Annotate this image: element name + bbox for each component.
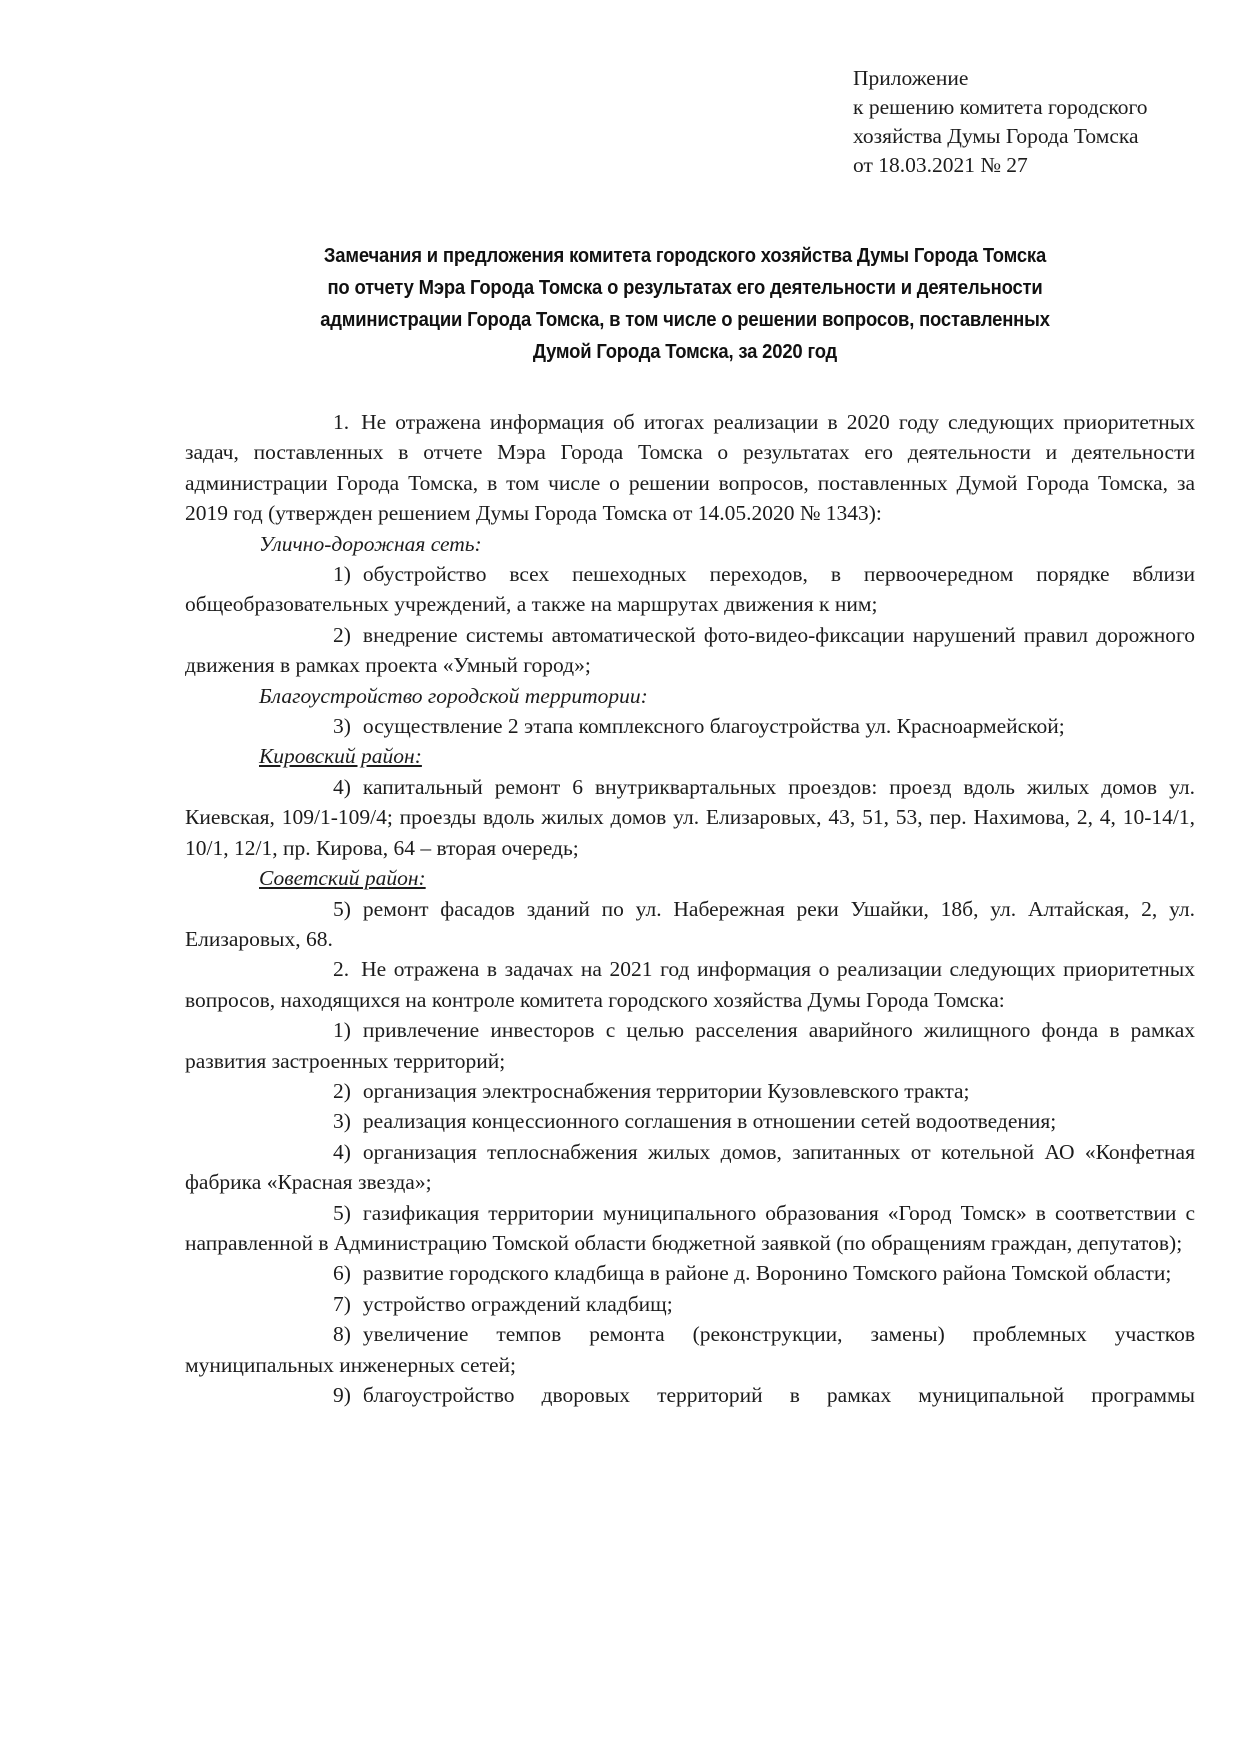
item-number: 7) <box>333 1291 351 1316</box>
document-body <box>185 407 1195 1410</box>
list-item <box>185 1198 1195 1259</box>
group-heading-improvement: Благоустройство городской территории: <box>259 683 648 708</box>
section-number: 2. <box>333 957 350 982</box>
group-heading-roads: Улично-дорожная сеть: <box>259 531 482 556</box>
item-text: ремонт фасадов зданий по ул. Набережная реки Ушайки, 18б, ул. Алтайская, 2, ул. Елизаровых, 68. <box>185 896 1195 951</box>
item-text: развитие городского кладбища в районе д. Воронино Томского района Томской области; <box>362 1261 1172 1286</box>
item-text: привлечение инвесторов с целью расселения аварийного жилищного фонда в рамках развития застроенных территорий; <box>185 1018 1195 1073</box>
section-text: Не отражена информация об итогах реализации в 2020 году следующих приоритетных задач, поставленных в отчете Мэра Города Томска о результатах его деятельности и деятельности администрации Города Томска, в том числе о решении вопросов, поставленных Думой Города Томска, за 2019 год (утвержден решением Думы Города Томска от 14.05.2020 № 1343): <box>185 410 1195 526</box>
item-text: капитальный ремонт 6 внутриквартальных проездов: проезд вдоль жилых домов ул. Киевская, 109/1-109/4; проезды вдоль жилых домов ул. Елизаровых, 43, 51, 53, пер. Нахимова, 2, 4, 10-14/1, 10/1, 12/1, пр. Кирова, 64 – вторая очередь; <box>185 774 1195 860</box>
item-number: 5) <box>333 896 351 921</box>
item-text: благоустройство дворовых территорий в рамках муниципальной программы <box>362 1383 1195 1407</box>
item-text: осуществление 2 этапа комплексного благоустройства ул. Красноармейской; <box>362 714 1065 739</box>
list-item <box>185 1106 1195 1136</box>
list-item <box>185 1137 1195 1198</box>
title-line: администрации Города Томска, в том числе о решении вопросов, поставленных <box>320 308 1050 331</box>
item-number: 2) <box>333 622 351 647</box>
item-text: устройство ограждений кладбищ; <box>362 1291 673 1316</box>
item-number: 1) <box>333 562 351 587</box>
item-text: увеличение темпов ремонта (реконструкции, замены) проблемных участков муниципальных инженерных сетей; <box>185 1322 1195 1377</box>
item-text: реализация концессионного соглашения в отношении сетей водоотведения; <box>362 1109 1057 1134</box>
list-item <box>185 711 1195 741</box>
section-2-intro <box>185 954 1195 1015</box>
section-number: 1. <box>333 410 350 434</box>
appendix-line: хозяйства Думы Города Томска <box>853 124 1139 148</box>
list-item <box>185 1258 1195 1288</box>
list-item <box>185 772 1195 863</box>
list-item <box>185 620 1195 681</box>
document-title <box>222 240 1149 368</box>
item-number: 9) <box>333 1383 351 1407</box>
item-text: газификация территории муниципального образования «Город Томск» в соответствии с направленной в Администрацию Томской области бюджетной заявкой (по обращениям граждан, депутатов); <box>185 1200 1195 1255</box>
list-item <box>185 1380 1195 1410</box>
item-text: организация электроснабжения территории Кузовлевского тракта; <box>362 1078 970 1103</box>
list-item <box>185 1289 1195 1319</box>
item-text: обустройство всех пешеходных переходов, в первоочередном порядке вблизи общеобразовательных учреждений, а также на маршрутах движения к ним; <box>185 562 1195 617</box>
group-heading-sovetsky: Советский район: <box>259 866 426 891</box>
item-number: 1) <box>333 1018 351 1043</box>
title-line: Замечания и предложения комитета городского хозяйства Думы Города Томска <box>323 244 1047 267</box>
list-item <box>185 1076 1195 1106</box>
item-number: 4) <box>333 774 351 799</box>
list-item <box>185 1015 1195 1076</box>
item-number: 5) <box>333 1200 351 1225</box>
section-text: Не отражена в задачах на 2021 год информация о реализации следующих приоритетных вопросов, находящихся на контроле комитета городского хозяйства Думы Города Томска: <box>185 957 1195 1012</box>
item-text: организация теплоснабжения жилых домов, запитанных от котельной АО «Конфетная фабрика «Красная звезда»; <box>185 1139 1195 1195</box>
item-number: 6) <box>333 1261 351 1286</box>
appendix-line: Приложение <box>853 66 969 90</box>
title-line: по отчету Мэра Города Томска о результатах его деятельности и деятельности <box>327 276 1043 299</box>
list-item <box>185 559 1195 620</box>
list-item <box>185 894 1195 955</box>
list-item <box>185 1319 1195 1380</box>
item-number: 3) <box>333 1109 351 1134</box>
group-heading-kirovsky: Кировский район: <box>259 744 422 769</box>
item-number: 4) <box>333 1139 351 1164</box>
section-1-intro <box>185 407 1195 529</box>
item-number: 3) <box>333 714 351 739</box>
appendix-line: к решению комитета городского <box>853 95 1148 119</box>
appendix-date-line: от 18.03.2021 № 27 <box>853 153 1028 177</box>
item-number: 8) <box>333 1322 351 1347</box>
item-number: 2) <box>333 1078 351 1103</box>
title-line: Думой Города Томска, за 2020 год <box>532 340 838 363</box>
appendix-header <box>853 64 1148 180</box>
item-text: внедрение системы автоматической фото-видео-фиксации нарушений правил дорожного движения в рамках проекта «Умный город»; <box>185 622 1195 678</box>
